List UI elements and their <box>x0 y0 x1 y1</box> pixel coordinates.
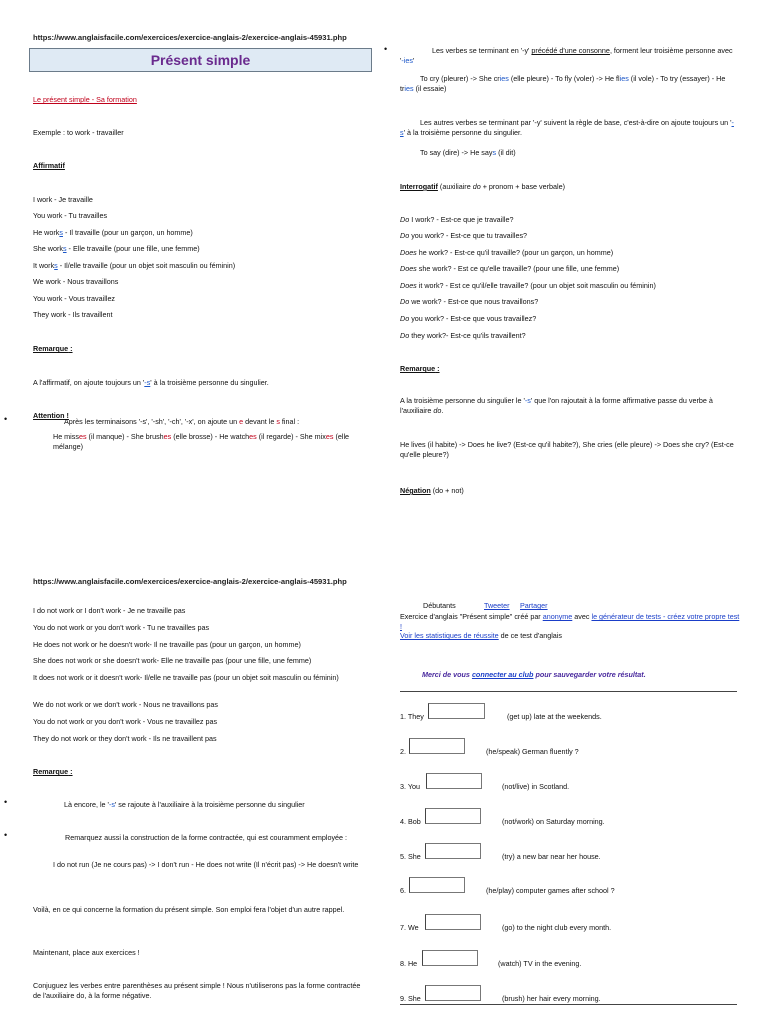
att-l2: He miss <box>53 432 79 441</box>
question-line <box>400 281 656 290</box>
exercise-hint: (not/work) on Saturday morning. <box>502 817 605 826</box>
r1-l2: (il vole) - To try (essayer) - He tr <box>400 74 726 93</box>
att-l2: (elle brosse) - He watch <box>171 432 250 441</box>
negation-label: Négation <box>400 486 431 495</box>
exercise-hint: (try) a new bar near her house. <box>502 852 601 861</box>
question-line <box>400 231 527 240</box>
partager-link[interactable]: Partager <box>520 601 548 610</box>
aff-text: - Il travaille (pour un garçon, un homme) <box>62 228 193 237</box>
conjuguez-text: Conjuguez les verbes entre parenthèses au présent simple ! Nous n'utiliserons pas la forme contractée de l'auxiliaire do, à la forme négative. <box>33 981 361 1000</box>
exercise-number: 7. We <box>400 923 419 932</box>
q-aux: Do <box>400 331 410 340</box>
aff-line: I work - Je travaille <box>33 195 93 204</box>
q-rest: it work? - Est ce qu'il/elle travaille? (pour un objet soit masculin ou féminin) <box>416 281 656 290</box>
q-aux: Do <box>400 215 410 224</box>
r1-c: ' <box>412 55 415 65</box>
r1-ies: -ies <box>401 55 413 65</box>
aff-text: She work <box>33 244 63 253</box>
exercise-credit <box>400 612 740 641</box>
remarque2-label: Remarque <box>400 364 436 373</box>
remarque-heading: Remarque : <box>33 344 73 353</box>
question-line <box>400 215 513 224</box>
exercise-number: 6. <box>400 886 406 895</box>
q-rest: I work? - Est-ce que je travaille? <box>409 215 514 224</box>
attention-line1 <box>64 417 299 426</box>
interrogatif-heading <box>400 182 565 191</box>
exercise-number: 1. They <box>400 712 424 721</box>
rem2-b: ' que l'on rajoutait à la forme affirmative passe du verbe à l'auxiliaire <box>400 396 713 415</box>
bullet-icon: • <box>4 797 8 807</box>
r1-l2-ies: ies <box>404 83 414 93</box>
neg-line: I do not work or I don't work - Je ne travaille pas <box>33 606 186 615</box>
q-rest: they work?- Est-ce qu'ils travaillent? <box>409 331 526 340</box>
attention-line2 <box>33 432 368 451</box>
question-line <box>400 331 526 340</box>
att-l2: (il manque) - She brush <box>86 432 164 441</box>
q-aux: Do <box>400 231 410 240</box>
q-aux: Does <box>400 281 417 290</box>
exercise-hint: (he/speak) German fluently ? <box>486 747 579 756</box>
page-title-box <box>29 48 372 72</box>
rem2-do: do <box>433 405 442 415</box>
att-l2-es: es <box>163 432 172 441</box>
level-label: Débutants <box>423 601 456 610</box>
anonyme-link[interactable]: anonyme <box>542 612 573 621</box>
aff-line: They work - Ils travaillent <box>33 310 113 319</box>
neg-line: She does not work or she doesn't work- Elle ne travaille pas (pour une fille, une femme) <box>33 656 312 665</box>
aff-line <box>33 261 235 270</box>
merci-a: Merci de vous <box>422 670 472 679</box>
generateur-link[interactable]: le générateur de tests - créez votre propre test ! <box>400 612 740 631</box>
remarque-text <box>33 378 269 387</box>
answer-input-7[interactable] <box>425 914 481 930</box>
q-aux: Do <box>400 297 410 306</box>
r1-l2-ies: ies <box>499 74 509 83</box>
att-l2-es: es <box>249 432 257 441</box>
remarque-text-a: A l'affirmatif, on ajoute toujours un ' <box>33 378 145 387</box>
r1-l2-ies: ies <box>619 74 629 83</box>
rem2-c: . <box>441 405 444 415</box>
merci-text <box>422 670 646 679</box>
att-c: final : <box>279 417 300 426</box>
remarque-b2-example: I do not run (Je ne cours pas) -> I don't run - He does not write (Il n'écrit pas) -> He doesn't write <box>53 860 359 869</box>
aff-s-ending: s <box>62 244 67 253</box>
divider-bottom <box>400 1004 737 1005</box>
q-rest: she work? - Est ce qu'elle travaille? (pour une fille, une femme) <box>416 264 620 273</box>
maintenant-text: Maintenant, place aux exercices ! <box>33 948 140 957</box>
r1-b: , forment leur troisième personne avec ' <box>400 46 733 65</box>
answer-input-8[interactable] <box>422 950 478 966</box>
interro-rest-a: (auxiliaire <box>437 182 473 191</box>
answer-input-9[interactable] <box>425 985 481 1001</box>
q-rest: we work? - Est-ce que nous travaillons? <box>409 297 539 306</box>
q-rest: you work? - Est-ce que vous travaillez? <box>409 314 537 323</box>
negation-rest: (do + not) <box>430 486 464 495</box>
att-l2: (il regarde) - She mix <box>256 432 326 441</box>
att-l2: (elle mélange) <box>53 432 350 451</box>
bullet-icon: • <box>384 44 388 54</box>
bullet-icon: • <box>4 830 8 840</box>
ex-a: Exercice d'anglais "Présent simple" créé par <box>400 612 543 621</box>
stats-link[interactable]: Voir les statistiques de réussite <box>400 631 499 641</box>
att-l2-es: es <box>78 432 87 441</box>
rule-y-vowel <box>400 118 737 137</box>
question-line <box>400 264 619 273</box>
r2-l2s: s <box>492 148 497 157</box>
r2-l2a: To say (dire) -> He say <box>420 148 493 157</box>
q-aux: Does <box>400 264 417 273</box>
rule-ies-example <box>400 74 737 93</box>
remarque-b1 <box>64 800 305 809</box>
question-line <box>400 297 538 306</box>
r1-l2: (il essaie) <box>413 83 447 93</box>
interro-rest-b: + pronom + base verbale) <box>480 182 566 191</box>
aff-line: You work - Tu travailles <box>33 211 108 220</box>
ex-b: avec <box>572 612 592 621</box>
bullet-icon: • <box>4 414 8 424</box>
answer-input-1[interactable] <box>428 703 485 719</box>
answer-input-4[interactable] <box>425 808 481 824</box>
att-a: Après les terminaisons '-s', '-sh', '-ch', '-x', on ajoute un <box>64 417 240 426</box>
exercise-number: 8. He <box>400 959 418 968</box>
example-line: Exemple : to work - travailler <box>33 128 124 137</box>
exercise-hint: (go) to the night club every month. <box>502 923 612 932</box>
rule-y-vowel-example <box>420 148 516 157</box>
remarque-text-b: ' à la troisième personne du singulier. <box>150 378 269 387</box>
aff-s-ending: s <box>54 261 58 270</box>
neg-line: You do not work or you don't work - Tu ne travailles pas <box>33 623 210 632</box>
remarque-label: Remarque <box>33 344 69 353</box>
r2-s: -s <box>400 118 734 137</box>
exercise-number: 9. She <box>400 994 421 1003</box>
b1-b: ' se rajoute à l'auxiliaire à la troisième personne du singulier <box>114 800 305 809</box>
neg-line: He does not work or he doesn't work- Il ne travaille pas (pour un garçon, un homme) <box>33 640 301 649</box>
r1-a: Les verbes se terminant en '-y' <box>432 46 532 55</box>
q-rest: you work? - Est-ce que tu travailles? <box>409 231 528 240</box>
tweeter-link[interactable]: Tweeter <box>484 601 510 610</box>
remarque-heading-2: Remarque : <box>33 767 73 776</box>
remarque2-heading: Remarque : <box>400 364 440 373</box>
answer-input-5[interactable] <box>425 843 481 859</box>
attention-heading: Attention ! <box>33 411 69 420</box>
att-s: s <box>276 417 280 426</box>
remarque2-text <box>400 396 737 415</box>
voila-text: Voilà, en ce qui concerne la formation du présent simple. Son emploi fera l'objet d'un autre rappel. <box>33 905 345 914</box>
q-rest: he work? - Est-ce qu'il travaille? (pour un garçon, un homme) <box>416 248 614 257</box>
section-link[interactable]: Le présent simple - Sa formation <box>33 95 137 104</box>
r2-a: Les autres verbes se terminant par '-y' suivent la règle de base, c'est-à-dire on ajoute toujours un ' <box>420 118 732 127</box>
aff-line: You work - Vous travaillez <box>33 294 116 303</box>
aff-line <box>33 228 193 237</box>
remarque3-text: He lives (il habite) -> Does he live? (Est-ce qu'il habite?), She cries (elle pleure) -> Does she cry? (Est-ce qu'elle pleure?) <box>400 440 734 459</box>
b1-s: -s <box>108 800 115 809</box>
neg-line: We do not work or we don't work - Nous ne travaillons pas <box>33 700 219 709</box>
att-l2-es: es <box>325 432 334 441</box>
rem2-a: A la troisième personne du singulier le ' <box>400 396 525 405</box>
rule-ies <box>400 46 737 65</box>
remarque-label-2: Remarque <box>33 767 69 776</box>
att-e: e <box>239 417 244 426</box>
aff-line <box>33 244 200 253</box>
r1-l2: To cry (pleurer) -> She cr <box>420 74 500 83</box>
r1-l2: (elle pleure) - To fly (voler) -> He fl <box>508 74 620 83</box>
negation-heading <box>400 486 464 495</box>
exercise-number: 3. You <box>400 782 420 791</box>
exercise-hint: (watch) TV in the evening. <box>498 959 582 968</box>
aff-line: We work - Nous travaillons <box>33 277 119 286</box>
exercise-hint: (brush) her hair every morning. <box>502 994 601 1003</box>
interrogatif-label: Interrogatif <box>400 182 438 191</box>
answer-input-2[interactable] <box>409 738 465 754</box>
r1-u: précédé d'une consonne <box>531 46 610 55</box>
question-line <box>400 314 536 323</box>
q-aux: Do <box>400 314 410 323</box>
remarque-b2: Remarquez aussi la construction de la forme contractée, qui est couramment employée : <box>65 833 348 842</box>
neg-line: It does not work or it doesn't work- Il/elle ne travaille pas (pour un objet soit masculin ou féminin) <box>33 673 339 682</box>
aff-s-ending: s <box>59 228 63 237</box>
aff-text: It work <box>33 261 55 270</box>
q-aux: Does <box>400 248 417 257</box>
aff-text: - Il/elle travaille (pour un objet soit masculin ou féminin) <box>57 261 236 270</box>
answer-input-3[interactable] <box>426 773 482 789</box>
rem2-s: -s <box>524 396 531 405</box>
source-url: https://www.anglaisfacile.com/exercices/exercice-anglais-2/exercice-anglais-45931.php <box>33 33 347 42</box>
answer-input-6[interactable] <box>409 877 465 893</box>
exercise-hint: (not/live) in Scotland. <box>502 782 570 791</box>
b1-a: Là encore, le ' <box>64 800 109 809</box>
exercise-number: 4. Bob <box>400 817 421 826</box>
att-b: devant le <box>243 417 277 426</box>
r2-l2b: (il dit) <box>496 148 516 157</box>
merci-b: pour sauvegarder votre résultat. <box>533 670 646 679</box>
exercise-hint: (he/play) computer games after school ? <box>486 886 615 895</box>
affirmatif-heading: Affirmatif <box>33 161 65 170</box>
interro-do: do <box>472 182 481 191</box>
exercise-number: 2. <box>400 747 406 756</box>
neg-line: You do not work or you don't work - Vous ne travaillez pas <box>33 717 218 726</box>
question-line <box>400 248 613 257</box>
r2-b: ' à la troisième personne du singulier. <box>403 127 523 137</box>
exercise-hint: (get up) late at the weekends. <box>507 712 602 721</box>
remarque-s: -s <box>144 378 151 387</box>
club-link[interactable]: connecter au club <box>471 670 534 679</box>
source-url-2: https://www.anglaisfacile.com/exercices/exercice-anglais-2/exercice-anglais-45931.php <box>33 577 347 586</box>
page-title: Présent simple <box>150 52 251 68</box>
neg-line: They do not work or they don't work - Ils ne travaillent pas <box>33 734 217 743</box>
stats-b: de ce test d'anglais <box>498 631 562 641</box>
divider <box>400 691 737 692</box>
exercise-number: 5. She <box>400 852 421 861</box>
aff-text: - Elle travaille (pour une fille, une femme) <box>66 244 200 253</box>
aff-text: He work <box>33 228 60 237</box>
